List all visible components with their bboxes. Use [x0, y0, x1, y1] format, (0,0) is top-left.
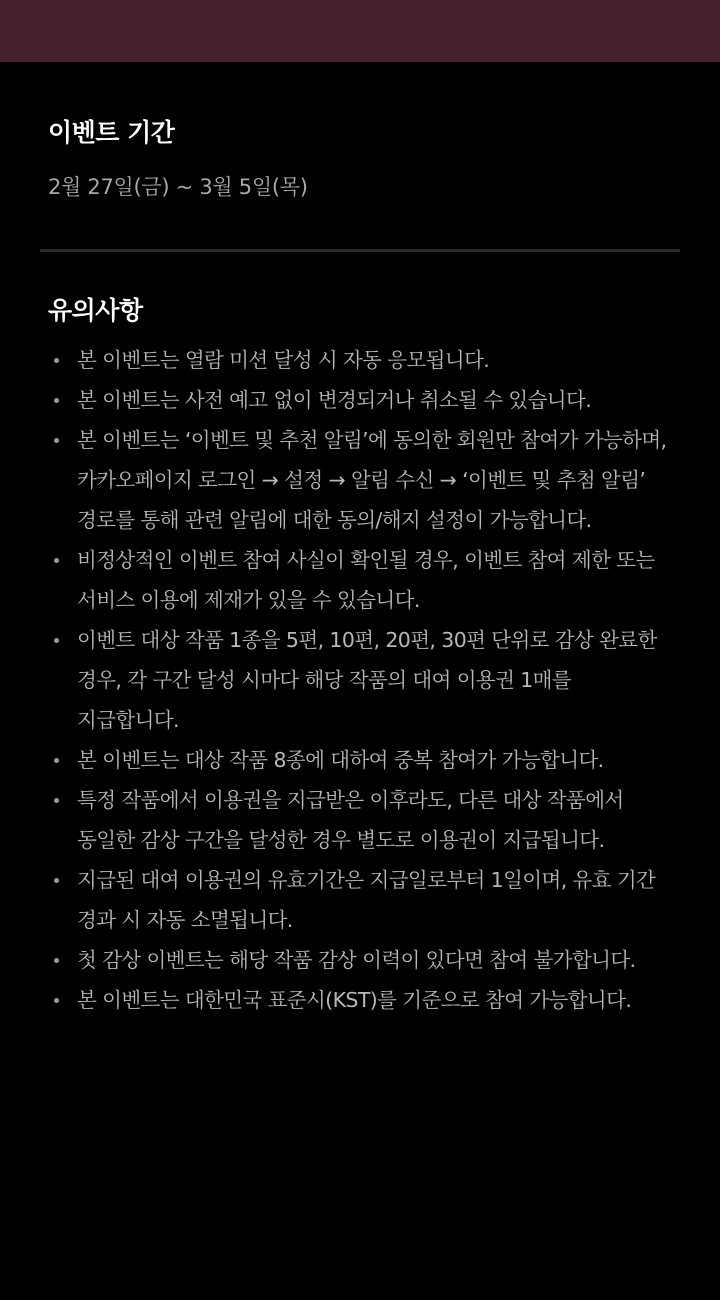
note-item	[48, 740, 672, 780]
bullet-dot-icon	[54, 638, 59, 643]
note-text: 지급된 대여 이용권의 유효기간은 지급일로부터 1일이며, 유효 기간 경과 시 자동 소멸됩니다.	[77, 868, 656, 932]
event-period-title: 이벤트 기간	[48, 118, 175, 147]
note-text: 본 이벤트는 열람 미션 달성 시 자동 응모됩니다.	[77, 348, 490, 372]
bullet-dot-icon	[54, 558, 59, 563]
note-text: 본 이벤트는 대상 작품 8종에 대하여 중복 참여가 가능합니다.	[77, 748, 604, 772]
bullet-dot-icon	[54, 438, 59, 443]
note-item	[48, 860, 672, 940]
note-item	[48, 620, 672, 740]
bullet-dot-icon	[54, 358, 59, 363]
note-item	[48, 940, 672, 980]
bullet-dot-icon	[54, 758, 59, 763]
event-info-content	[0, 62, 720, 1020]
notes-section	[0, 252, 720, 1020]
note-item	[48, 780, 672, 860]
bullet-dot-icon	[54, 798, 59, 803]
top-bar	[0, 0, 720, 62]
note-text: 본 이벤트는 ‘이벤트 및 추천 알림’에 동의한 회원만 참여가 가능하며, 카카오페이지 로그인 → 설정 → 알림 수신 → ‘이벤트 및 추첨 알림’ 경로를 통해 관련 알림에 대한 동의/해지 설정이 가능합니다.	[77, 428, 667, 532]
note-item	[48, 380, 672, 420]
bullet-dot-icon	[54, 398, 59, 403]
bullet-dot-icon	[54, 958, 59, 963]
note-item	[48, 420, 672, 540]
note-text: 비정상적인 이벤트 참여 사실이 확인될 경우, 이벤트 참여 제한 또는 서비스 이용에 제재가 있을 수 있습니다.	[77, 548, 655, 612]
bullet-dot-icon	[54, 878, 59, 883]
event-period-section	[0, 62, 720, 249]
note-text: 이벤트 대상 작품 1종을 5편, 10편, 20편, 30편 단위로 감상 완료한 경우, 각 구간 달성 시마다 해당 작품의 대여 이용권 1매를 지급합니다.	[77, 628, 657, 732]
note-text: 특정 작품에서 이용권을 지급받은 이후라도, 다른 대상 작품에서 동일한 감상 구간을 달성한 경우 별도로 이용권이 지급됩니다.	[77, 788, 624, 852]
notes-title: 유의사항	[48, 296, 143, 325]
note-item	[48, 980, 672, 1020]
note-item	[48, 340, 672, 380]
note-text: 본 이벤트는 대한민국 표준시(KST)를 기준으로 참여 가능합니다.	[77, 988, 632, 1012]
note-text: 본 이벤트는 사전 예고 없이 변경되거나 취소될 수 있습니다.	[77, 388, 592, 412]
note-text: 첫 감상 이벤트는 해당 작품 감상 이력이 있다면 참여 불가합니다.	[77, 948, 636, 972]
bullet-dot-icon	[54, 998, 59, 1003]
notes-list	[48, 340, 672, 1020]
note-item	[48, 540, 672, 620]
event-period-dates: 2월 27일(금) ~ 3월 5일(목)	[48, 175, 308, 199]
